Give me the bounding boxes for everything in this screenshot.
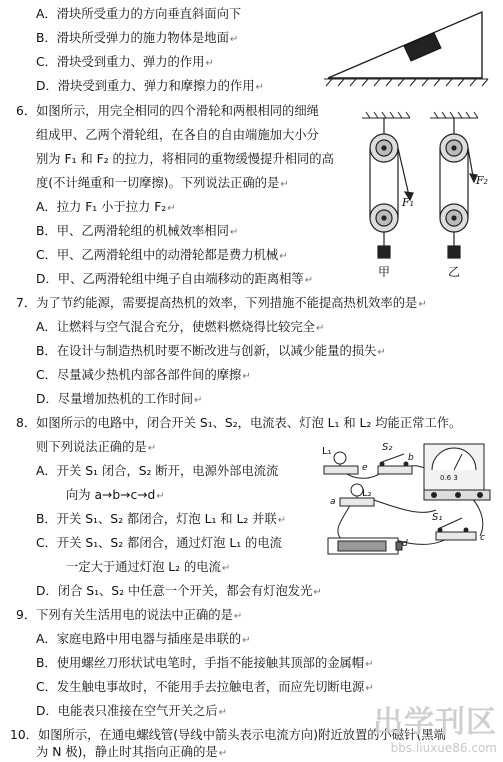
q5-option-c — [36, 54, 214, 72]
label-yi: 乙 — [448, 265, 461, 279]
return-mark: ↵ — [313, 587, 322, 598]
q6-option-c — [36, 247, 288, 265]
return-mark: ↵ — [418, 299, 427, 310]
label-jia: 甲 — [378, 265, 391, 279]
return-mark: ↵ — [377, 347, 386, 358]
q8-stem-2-text: 则下列说法正确的是 — [36, 440, 147, 454]
q9-option-c-text: C．发生触电事故时，不能用手去拉触电者，而应先切断电源 — [36, 680, 365, 694]
q8-option-a-1 — [36, 463, 278, 479]
watermark-logo-text: 出学刊区 — [373, 705, 497, 740]
q8-option-d-text: D．闭合 S₁、S₂ 中任意一个开关，都会有灯泡发光 — [36, 584, 313, 598]
q8-stem-1-text: 8．如图所示的电路中，闭合开关 S₁、S₂，电流表、灯泡 L₁ 和 L₂ 均能正常工作。 — [16, 416, 462, 430]
q6-stem-line-1 — [16, 103, 319, 119]
pulley-figure — [358, 110, 498, 290]
q5-option-d-text: D．滑块受到重力、弹力和摩擦力的作用 — [36, 79, 255, 93]
return-mark: ↵ — [255, 82, 264, 93]
switch-s2 — [378, 454, 412, 474]
label-l1: L₁ — [322, 446, 332, 457]
label-a: a — [330, 497, 336, 507]
return-mark: ↵ — [242, 371, 251, 382]
return-mark: ↵ — [315, 323, 325, 334]
q8-option-b-text: B．开关 S₁、S₂ 都闭合，灯泡 L₁ 和 L₂ 并联 — [36, 512, 277, 526]
q8-option-a-2-text: 向为 a→b→c→d — [66, 488, 156, 502]
q5-option-b-text: B．滑块所受弹力的施力物体是地面 — [36, 31, 229, 45]
q6-stem-2-text: 组成甲、乙两个滑轮组，在各自的自由端施加大小分 — [36, 128, 319, 142]
return-mark: ↵ — [365, 659, 374, 670]
q8-stem-line-1 — [16, 415, 461, 431]
q9-stem-text: 9．下列有关生活用电的说法中正确的是 — [16, 608, 233, 622]
incline-slope — [328, 12, 482, 78]
label-e: e — [362, 463, 368, 473]
q8-option-c-2-text: 一定大于通过灯泡 L₂ 的电流 — [66, 560, 221, 574]
q6-option-a-text: A．拉力 F₁ 小于拉力 F₂ — [36, 200, 167, 214]
q8-option-b — [36, 511, 286, 529]
q6-option-c-text: C．甲、乙两滑轮组中的动滑轮都是费力机械 — [36, 248, 279, 262]
ammeter — [424, 444, 490, 500]
q8-option-c-2 — [66, 559, 230, 577]
return-mark: ↵ — [194, 395, 203, 406]
label-b: b — [408, 453, 414, 463]
q9-option-a-text: A．家庭电路中用电器与插座是串联的 — [36, 632, 242, 646]
return-mark: ↵ — [365, 683, 374, 694]
q8-option-a-1-text: A．开关 S₁ 闭合，S₂ 断开，电源外部电流流 — [36, 464, 279, 478]
site-watermark — [373, 697, 497, 755]
q7-option-b-text: B．在设计与制造热机时要不断改进与创新，以减少能量的损失 — [36, 344, 377, 358]
label-f2: F₂ — [476, 174, 489, 187]
q6-stem-3-text: 别为 F₁ 和 F₂ 的拉力，将相同的重物缓慢提升相同的高 — [36, 152, 334, 166]
q6-stem-line-4 — [36, 175, 289, 193]
q8-option-c-1-text: C．开关 S₁、S₂ 都闭合，通过灯泡 L₁ 的电流 — [36, 536, 282, 550]
q10-stem-1-text: 10．如图所示，在通电螺线管(导线中箭头表示电流方向)附近放置的小磁针(黑端 — [10, 728, 446, 742]
q10-stem-line-2 — [36, 744, 227, 762]
return-mark: ↵ — [233, 611, 243, 622]
return-mark: ↵ — [229, 34, 239, 45]
q5-option-d — [36, 78, 264, 96]
q9-option-d — [36, 703, 227, 721]
q8-option-d — [36, 583, 322, 601]
q9-stem — [16, 607, 242, 625]
ceiling-right — [430, 112, 478, 118]
q5-option-a-text: A．滑块所受重力的方向垂直斜面向下 — [36, 7, 242, 21]
q5-option-a — [36, 6, 241, 22]
q6-option-b — [36, 223, 238, 241]
pulley-system-jia — [370, 118, 413, 258]
label-l2: L₂ — [362, 488, 372, 499]
q9-option-a — [36, 631, 251, 649]
return-mark: ↵ — [229, 227, 239, 238]
q6-option-a — [36, 199, 176, 217]
q10-stem-2-text: 为 N 极)，静止时其指向正确的是 — [36, 745, 218, 759]
incline-figure — [322, 4, 492, 88]
watermark-url: bbs.liuxue86.com — [390, 741, 497, 755]
q7-option-d-text: D．尽量增加热机的工作时间 — [36, 392, 194, 406]
return-mark: ↵ — [218, 707, 228, 718]
return-mark: ↵ — [147, 443, 157, 454]
q6-option-d — [36, 271, 313, 289]
label-f1: F₁ — [402, 196, 415, 209]
q7-stem-text: 7．为了节约能源，需要提高热机的效率，下列措施不能提高热机效率的是 — [16, 296, 418, 310]
q7-option-a-text: A．让燃料与空气混合充分，使燃料燃烧得比较完全 — [36, 320, 315, 334]
q6-stem-line-3 — [36, 151, 334, 167]
q9-option-d-text: D．电能表只准接在空气开关之后 — [36, 704, 218, 718]
q5-option-c-text: C．滑块受到重力、弹力的作用 — [36, 55, 205, 69]
q7-option-d — [36, 391, 202, 409]
q7-option-c — [36, 367, 251, 385]
pulley-system-yi — [440, 118, 477, 258]
return-mark: ↵ — [304, 275, 314, 286]
q6-stem-1-text: 6．如图所示，用完全相同的四个滑轮和两根相同的细绳 — [16, 104, 319, 118]
ground-hatching — [324, 79, 488, 86]
q6-option-d-text: D．甲、乙两滑轮组中绳子自由端移动的距离相等 — [36, 272, 304, 286]
battery — [328, 538, 402, 554]
q7-option-b — [36, 343, 386, 361]
ceiling-left — [362, 112, 410, 118]
q5-option-b — [36, 30, 238, 48]
label-s2: S₂ — [382, 442, 393, 453]
q9-option-c — [36, 679, 374, 697]
label-meter-range: 0.6 3 — [440, 474, 458, 482]
return-mark: ↵ — [280, 179, 289, 190]
q8-option-c-1 — [36, 535, 282, 551]
return-mark: ↵ — [218, 748, 228, 759]
label-s1: S₁ — [432, 512, 443, 523]
q6-stem-line-2 — [36, 127, 319, 143]
q9-option-b-text: B．使用螺丝刀形状试电笔时，手指不能接触其顶部的金属帽 — [36, 656, 365, 670]
q9-option-b — [36, 655, 374, 673]
return-mark: ↵ — [205, 58, 214, 69]
q7-option-a — [36, 319, 324, 337]
q7-option-c-text: C．尽量减少热机内部各部件间的摩擦 — [36, 368, 242, 382]
return-mark: ↵ — [242, 635, 251, 646]
return-mark: ↵ — [221, 563, 231, 574]
return-mark: ↵ — [279, 251, 288, 262]
q6-stem-4-text: 度(不计绳重和一切摩擦)。下列说法正确的是 — [36, 176, 280, 190]
q8-option-a-2 — [66, 487, 165, 505]
return-mark: ↵ — [277, 515, 287, 526]
return-mark: ↵ — [167, 203, 176, 214]
label-c: c — [480, 533, 485, 543]
q6-option-b-text: B．甲、乙两滑轮组的机械效率相同 — [36, 224, 229, 238]
q8-stem-line-2 — [36, 439, 156, 457]
return-mark: ↵ — [156, 491, 165, 502]
label-d: d — [402, 539, 408, 549]
q7-stem — [16, 295, 427, 313]
circuit-figure — [312, 440, 500, 570]
